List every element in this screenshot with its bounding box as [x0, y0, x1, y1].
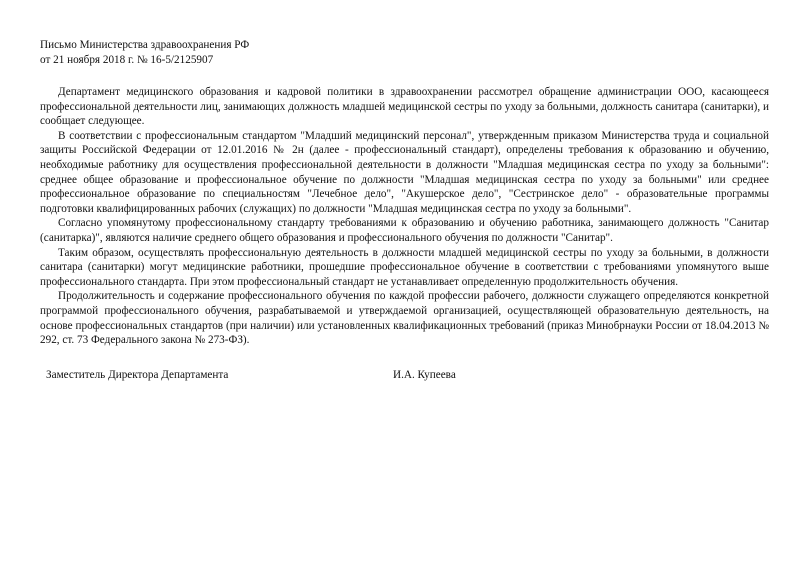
paragraph-5: Продолжительность и содержание профессионального обучения по каждой профессии рабочего, должности служащего определяются конкретной программой профессионального обучения, разрабатываемой и утверждаемой организацией, осуществляющей образовательную деятельность, на основе профессиональных стандартов (при наличии) или установленных квалификационных требований (приказ Минобрнауки России от 18.04.2013 № 292, ст. 73 Федерального закона № 273-ФЗ). [40, 290, 769, 347]
paragraph-1: Департамент медицинского образования и кадровой политики в здравоохранении рассмотрел обращение администрации ООО, касающееся профессиональной деятельности лиц, занимающих должность младшей медицинской сестры по уходу за больными, должность санитара (санитарки), и сообщает следующее. [40, 86, 769, 128]
signatory-name: И.А. Купеева [393, 368, 456, 381]
paragraph-4: Таким образом, осуществлять профессиональную деятельность в должности младшей медицинской сестры по уходу за больными, в должности санитара (санитарки) могут медицинские работники, прошедшие профессиональное обучение в соответствии с требованиями упомянутого выше профессионального стандарта. При этом профессиональный стандарт не устанавливает определенную продолжительность обучения. [40, 246, 769, 288]
signature-block [40, 368, 769, 384]
paragraph-2: В соответствии с профессиональным стандартом "Младший медицинский персонал", утвержденным приказом Министерства труда и социальной защиты Российской Федерации от 12.01.2016 № 2н (далее - профессиональный стандарт), определены требования к образованию и обучению, необходимые работнику для осуществления профессиональной деятельности в должности "Младшая медицинская сестра по уходу за больными": среднее общее образование и профессиональное обучение по должности "Младшая медицинская сестра по уходу за больными" или среднее профессиональное образование по специальностям "Лечебное дело", "Акушерское дело", "Сестринское дело" - образовательные программы подготовки квалифицированных рабочих (служащих) по должности "Младшая медицинская сестра по уходу за больными". [40, 129, 769, 215]
paragraph-3: Согласно упомянутому профессиональному стандарту требованиями к образованию и обучению работника, занимающего должность "Санитар (санитарка)", являются наличие среднего общего образования и профессионального обучения по должности "Санитар". [40, 217, 769, 244]
signatory-role: Заместитель Директора Департамента [46, 368, 229, 381]
document-date-number: от 21 ноября 2018 г. № 16-5/2125907 [40, 54, 214, 66]
document-title: Письмо Министерства здравоохранения РФ [40, 39, 250, 51]
document-body [40, 85, 769, 348]
document-header [40, 38, 769, 67]
